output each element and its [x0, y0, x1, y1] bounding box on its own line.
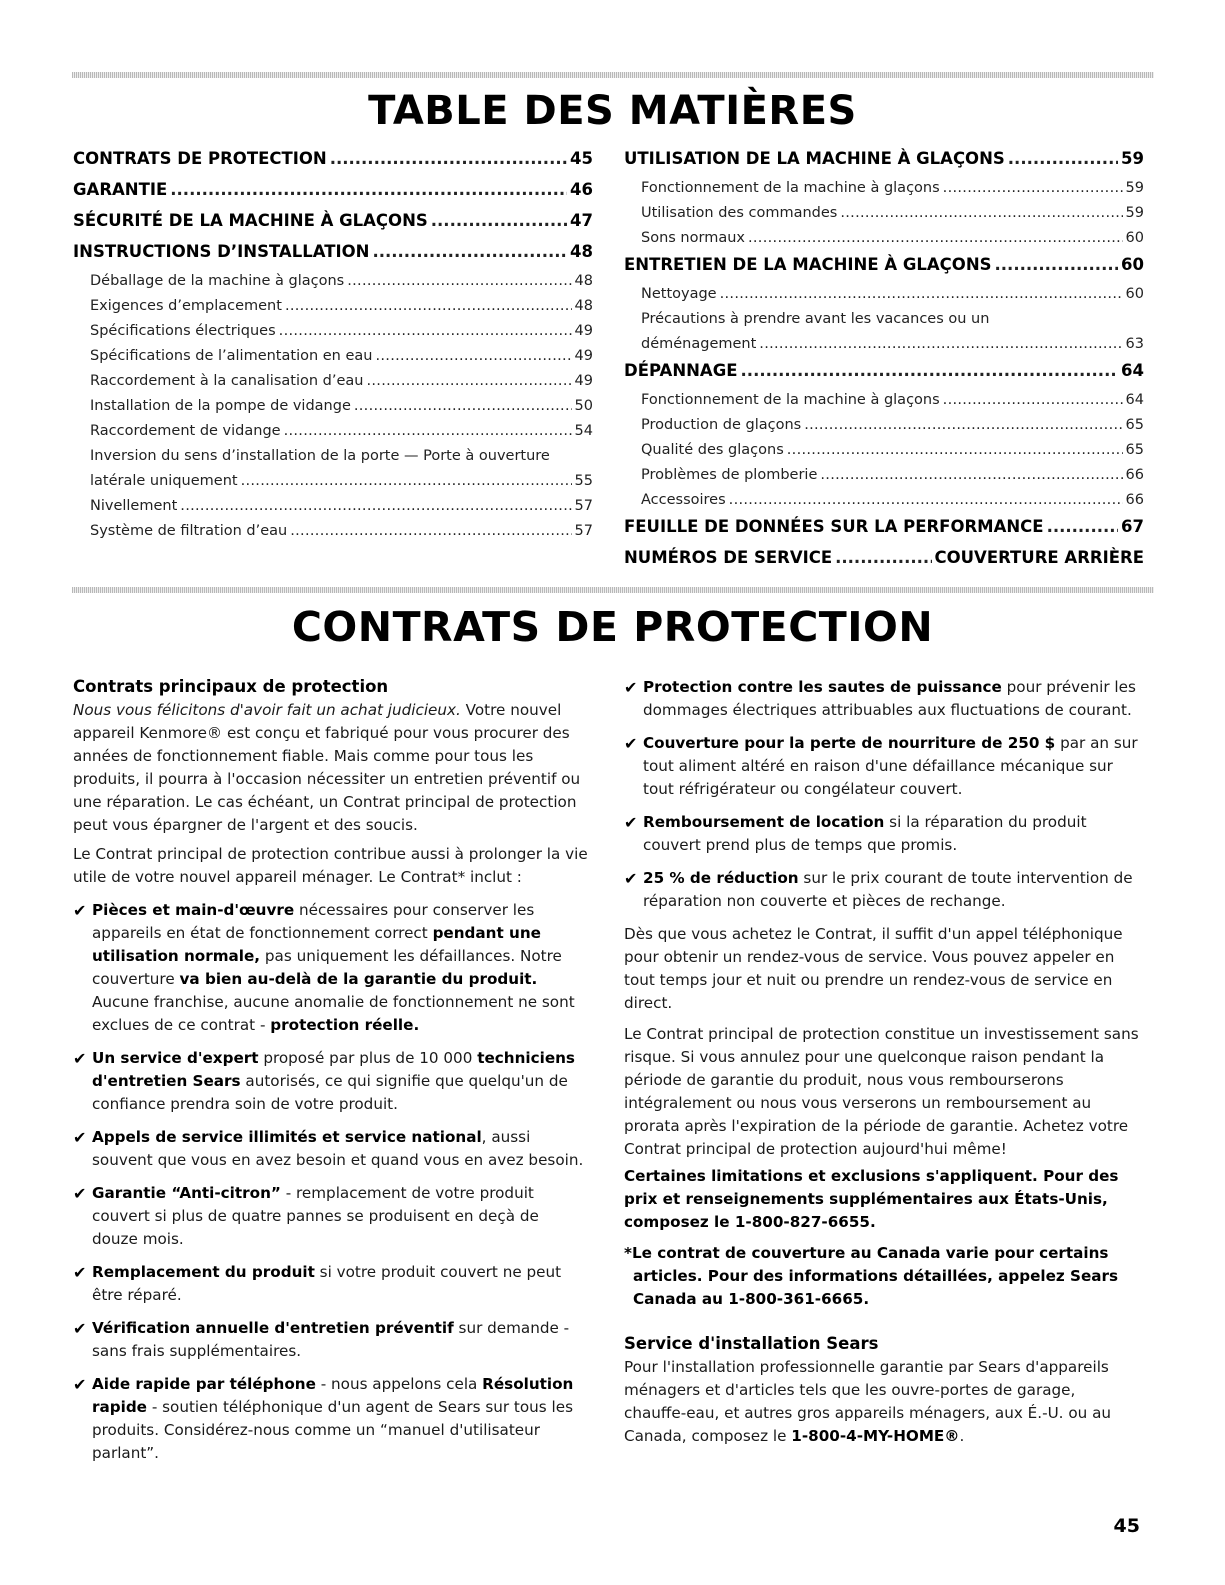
toc-entry: [624, 283, 1144, 308]
intro-paragraph: Nous vous félicitons d'avoir fait un achat judicieux. Votre nouvel appareil Kenmore® est conçu et fabriqué pour vous procurer des années de fonctionnement fiable. Mais comme pour tous les produits, il pourra à l'occasion nécessiter un entretien préventif ou une réparation. Le cas échéant, un Contrat principal de protection peut vous épargner de l'argent et des soucis.: [73, 701, 581, 834]
toc-dot-leader: [354, 395, 572, 418]
toc-entry-label: Production de glaçons: [641, 417, 802, 433]
benefit-item: [73, 1047, 588, 1116]
toc-entry: [624, 389, 1144, 414]
toc-entry-page: 45: [570, 149, 593, 168]
toc-entry: [73, 295, 593, 320]
toc-section-entry: [624, 514, 1144, 545]
benefit-item: [73, 1126, 588, 1172]
toc-dot-leader: [241, 470, 572, 493]
toc-entry-label: Installation de la pompe de vidange: [90, 398, 351, 414]
middle-divider: [72, 587, 1154, 593]
toc-entry-label: Accessoires: [641, 492, 726, 508]
toc-dot-leader: [290, 520, 571, 543]
toc-dot-leader: [804, 414, 1122, 437]
toc-entry: [624, 227, 1144, 252]
intro-paragraph-2: Le Contrat principal de protection contribue aussi à prolonger la vie utile de votre nouvel appareil ménager. Le Contrat* inclut :: [73, 845, 588, 886]
benefit-text: Remboursement de location si la réparation du produit couvert prend plus de temps que promis.: [643, 813, 1087, 854]
benefit-item: [73, 1182, 588, 1251]
benefit-text: Pièces et main-d'œuvre nécessaires pour conserver les appareils en état de fonctionnement correct pendant une utilisation normale, pas uniquement les défaillances. Notre couverture va bien au-delà de la garantie du produit. Aucune franchise, aucune anomalie de fonctionnement ne sont exclues de ce contrat - protection réelle.: [92, 901, 575, 1034]
toc-entry-label: Spécifications de l’alimentation en eau: [90, 348, 373, 364]
toc-dot-leader: [284, 420, 572, 443]
toc-entry-label: SÉCURITÉ DE LA MACHINE À GLAÇONS: [73, 211, 428, 230]
toc-entry-label: Nivellement: [90, 498, 178, 514]
benefits-list-right: [624, 676, 1139, 913]
toc-entry-page: 54: [574, 423, 593, 439]
benefit-item: [624, 732, 1139, 801]
toc-dot-leader: [1008, 146, 1118, 172]
benefit-item: [624, 676, 1139, 722]
benefit-text: Aide rapide par téléphone - nous appelons cela Résolution rapide - soutien téléphonique d'un agent de Sears sur tous les produits. Considérez-nous comme un “manuel d'utilisateur parlant”.: [92, 1375, 574, 1462]
toc-dot-leader: [943, 177, 1123, 200]
checkmark-icon: ✔: [624, 813, 638, 832]
toc-dot-leader: [347, 270, 571, 293]
toc-entry: [73, 470, 593, 495]
checkmark-icon: ✔: [73, 1375, 87, 1394]
benefit-item: [73, 1317, 588, 1363]
toc-dot-leader: [787, 439, 1123, 462]
toc-entry: [73, 420, 593, 445]
toc-entry-page: 65: [1125, 417, 1144, 433]
toc-entry-page: 60: [1125, 286, 1144, 302]
canada-note: *Le contrat de couverture au Canada varie pour certains articles. Pour des informations détaillées, appelez Sears Canada au 1-800-361-6665.: [624, 1244, 1119, 1308]
toc-section-entry: [624, 358, 1144, 389]
toc-entry: [73, 520, 593, 545]
toc-entry-page: 66: [1125, 492, 1144, 508]
toc-entry: [73, 370, 593, 395]
toc-dot-leader: [820, 464, 1122, 487]
toc-entry: [73, 395, 593, 420]
toc-section-entry: [73, 146, 593, 177]
toc-entry-page: 64: [1121, 361, 1144, 380]
benefit-text: Un service d'expert proposé par plus de 10 000 techniciens d'entretien Sears autorisés, ce qui signifie que quelqu'un de confiance prendra soin de votre produit.: [92, 1049, 575, 1113]
benefit-item: [624, 867, 1139, 913]
limitations-paragraph: Certaines limitations et exclusions s'appliquent. Pour des prix et renseignements supplémentaires aux États-Unis, composez le 1-800-827-6655.: [624, 1167, 1119, 1231]
toc-entry-label: GARANTIE: [73, 180, 168, 199]
toc-entry-page: 48: [570, 242, 593, 261]
toc-entry-label: Nettoyage: [641, 286, 717, 302]
checkmark-icon: ✔: [73, 901, 87, 920]
toc-entry-page: 49: [574, 348, 593, 364]
toc-dot-leader: [741, 358, 1119, 384]
checkmark-icon: ✔: [73, 1049, 87, 1068]
contracts-left-column: [73, 676, 588, 1475]
checkmark-icon: ✔: [624, 678, 638, 697]
toc-entry: Inversion du sens d’installation de la porte — Porte à ouverture: [90, 448, 550, 464]
toc-entry-page: COUVERTURE ARRIÈRE: [934, 548, 1144, 567]
benefit-item: [73, 899, 588, 1037]
toc-entry: [73, 320, 593, 345]
toc-entry-page: 63: [1125, 336, 1144, 352]
toc-dot-leader: [748, 227, 1123, 250]
toc-entry-page: 67: [1121, 517, 1144, 536]
toc-entry: [624, 414, 1144, 439]
toc-entry: [624, 202, 1144, 227]
toc-entry-label: UTILISATION DE LA MACHINE À GLAÇONS: [624, 149, 1005, 168]
toc-entry-label: Système de filtration d’eau: [90, 523, 288, 539]
toc-entry-label: Raccordement de vidange: [90, 423, 281, 439]
toc-dot-leader: [995, 252, 1119, 278]
toc-dot-leader: [285, 295, 572, 318]
toc-entry-label: NUMÉROS DE SERVICE: [624, 548, 833, 567]
toc-section-entry: [624, 545, 1144, 576]
toc-dot-leader: [943, 389, 1123, 412]
toc-entry-label: déménagement: [641, 336, 757, 352]
checkmark-icon: ✔: [73, 1319, 87, 1338]
top-divider: [72, 72, 1154, 78]
checkmark-icon: ✔: [624, 734, 638, 753]
toc-entry-page: 48: [574, 298, 593, 314]
install-service-heading: Service d'installation Sears: [624, 1334, 879, 1353]
toc-entry-page: 59: [1125, 180, 1144, 196]
toc-dot-leader: [840, 202, 1122, 225]
toc-dot-leader: [431, 208, 567, 234]
toc-entry-page: 60: [1121, 255, 1144, 274]
toc-entry-label: Fonctionnement de la machine à glaçons: [641, 392, 940, 408]
toc-dot-leader: [279, 320, 572, 343]
toc-entry-label: Exigences d’emplacement: [90, 298, 282, 314]
benefit-item: [624, 811, 1139, 857]
toc-section-entry: [624, 146, 1144, 177]
contracts-right-column: [624, 676, 1139, 1454]
toc-dot-leader: [729, 489, 1123, 512]
toc-left-column: [73, 146, 593, 545]
benefit-item: [73, 1373, 588, 1465]
toc-entry-page: 57: [574, 498, 593, 514]
toc-entry-page: 64: [1125, 392, 1144, 408]
toc-entry-page: 65: [1125, 442, 1144, 458]
toc-entry-label: Spécifications électriques: [90, 323, 276, 339]
toc-entry-page: 47: [570, 211, 593, 230]
toc-entry-page: 66: [1125, 467, 1144, 483]
toc-dot-leader: [366, 370, 571, 393]
toc-entry: [624, 439, 1144, 464]
benefit-text: Vérification annuelle d'entretien préventif sur demande - sans frais supplémentaires.: [92, 1319, 570, 1360]
toc-entry-page: 59: [1121, 149, 1144, 168]
checkmark-icon: ✔: [73, 1128, 87, 1147]
toc-section-entry: [624, 252, 1144, 283]
toc-section-entry: [73, 177, 593, 208]
call-paragraph: Dès que vous achetez le Contrat, il suffit d'un appel téléphonique pour obtenir un rendez-vous de service. Vous pouvez appeler en tout temps jour et nuit ou prendre un rendez-vous de service en direct.: [624, 925, 1123, 1012]
toc-entry-page: 48: [574, 273, 593, 289]
toc-entry: [73, 495, 593, 520]
page-number: 45: [1113, 1515, 1140, 1537]
toc-entry: [624, 333, 1144, 358]
toc-entry-page: 49: [574, 373, 593, 389]
toc-dot-leader: [1047, 514, 1118, 540]
toc-dot-leader: [170, 177, 567, 203]
toc-entry-label: INSTRUCTIONS D’INSTALLATION: [73, 242, 370, 261]
benefit-text: Protection contre les sautes de puissance pour prévenir les dommages électriques attribuables aux fluctuations de courant.: [643, 678, 1136, 719]
checkmark-icon: ✔: [624, 869, 638, 888]
toc-entry: Précautions à prendre avant les vacances ou un: [641, 311, 990, 327]
toc-entry-page: 49: [574, 323, 593, 339]
toc-entry-label: Fonctionnement de la machine à glaçons: [641, 180, 940, 196]
toc-dot-leader: [372, 239, 567, 265]
toc-entry-page: 50: [574, 398, 593, 414]
toc-dot-leader: [330, 146, 567, 172]
toc-entry-label: Sons normaux: [641, 230, 745, 246]
toc-entry-label: Utilisation des commandes: [641, 205, 838, 221]
toc-section-entry: [73, 239, 593, 270]
toc-dot-leader: [835, 545, 931, 571]
toc-entry-page: 46: [570, 180, 593, 199]
checkmark-icon: ✔: [73, 1263, 87, 1282]
toc-entry-label: Qualité des glaçons: [641, 442, 784, 458]
toc-entry-page: 55: [574, 473, 593, 489]
toc-entry: [624, 177, 1144, 202]
toc-entry: [624, 464, 1144, 489]
main-contracts-heading: Contrats principaux de protection: [73, 677, 389, 696]
benefit-text: Couverture pour la perte de nourriture de 250 $ par an sur tout aliment altéré en raison d'une défaillance mécanique sur tout réfrigérateur ou congélateur couvert.: [643, 734, 1138, 798]
toc-entry-page: 60: [1125, 230, 1144, 246]
checkmark-icon: ✔: [73, 1184, 87, 1203]
toc-entry: [624, 489, 1144, 514]
toc-entry-label: Problèmes de plomberie: [641, 467, 818, 483]
toc-dot-leader: [759, 333, 1122, 356]
benefit-item: [73, 1261, 588, 1307]
toc-section-entry: [73, 208, 593, 239]
toc-dot-leader: [375, 345, 571, 368]
toc-entry-label: DÉPANNAGE: [624, 361, 738, 380]
toc-entry-page: 59: [1125, 205, 1144, 221]
toc-entry-page: 57: [574, 523, 593, 539]
toc-entry: [73, 345, 593, 370]
benefit-text: Remplacement du produit si votre produit couvert ne peut être réparé.: [92, 1263, 562, 1304]
toc-entry-label: ENTRETIEN DE LA MACHINE À GLAÇONS: [624, 255, 992, 274]
toc-entry-label: FEUILLE DE DONNÉES SUR LA PERFORMANCE: [624, 517, 1044, 536]
toc-entry: [73, 270, 593, 295]
toc-right-column: [624, 146, 1144, 576]
benefit-text: Garantie “Anti-citron” - remplacement de votre produit couvert si plus de quatre pannes se produisent en deçà de douze mois.: [92, 1184, 539, 1248]
benefit-text: Appels de service illimités et service national, aussi souvent que vous en avez besoin et quand vous en avez besoin.: [92, 1128, 584, 1169]
benefits-list-left: [73, 899, 588, 1465]
benefit-text: 25 % de réduction sur le prix courant de toute intervention de réparation non couverte et pièces de rechange.: [643, 869, 1133, 910]
toc-entry-label: Raccordement à la canalisation d’eau: [90, 373, 364, 389]
risk-free-paragraph: Le Contrat principal de protection constitue un investissement sans risque. Si vous annulez pour une quelconque raison pendant la période de garantie du produit, nous vous rembourserons intégralement ou nous vous verserons un remboursement au prorata après l'expiration de la période de garantie. Achetez votre Contrat principal de protection aujourd'hui même!: [624, 1025, 1139, 1158]
install-service-paragraph: Pour l'installation professionnelle garantie par Sears d'appareils ménagers et d'articles tels que les ouvre-portes de garage, chauffe-eau, et autres gros appareils ménagers, aux É.-U. ou au Canada, composez le 1-800-4-MY-HOME®.: [624, 1358, 1112, 1445]
toc-entry-label: CONTRATS DE PROTECTION: [73, 149, 327, 168]
toc-entry-label: Déballage de la machine à glaçons: [90, 273, 345, 289]
toc-title: TABLE DES MATIÈRES: [368, 88, 857, 134]
contracts-title: CONTRATS DE PROTECTION: [291, 603, 934, 651]
toc-entry-label: latérale uniquement: [90, 473, 238, 489]
toc-dot-leader: [180, 495, 571, 518]
toc-dot-leader: [720, 283, 1123, 306]
